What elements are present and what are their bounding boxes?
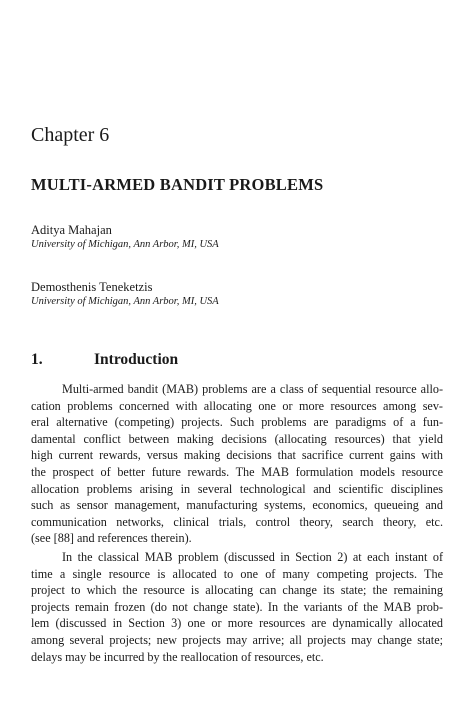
author-name: Demosthenis Teneketzis (31, 280, 153, 294)
body-paragraph (31, 381, 443, 547)
paragraph-line: lem (discussed in Section 3) one or more resources are dynamically allocated (31, 616, 443, 631)
paragraph-line: delays may be incurred by the reallocation of resources, etc. (31, 649, 324, 664)
paragraph-line: among several projects; new projects may arrive; all projects may change state; (31, 632, 443, 647)
paragraph-line: Multi-armed bandit (MAB) problems are a class of sequential resource allo- (62, 382, 443, 396)
paragraph-line: time a single resource is allocated to one of many competing projects. The (31, 566, 443, 581)
section-heading (31, 350, 178, 370)
section-title: Introduction (94, 351, 179, 368)
paragraph-line: high current rewards, versus making decisions that sacrifice current gains with (31, 448, 443, 463)
section-number: 1. (31, 351, 43, 368)
paragraph-line: eral alternative (competing) projects. Such problems are paradigms of a fun- (31, 415, 443, 430)
paragraph-line: projects remain frozen (do not change state). In the variants of the MAB prob- (31, 599, 443, 614)
body-paragraph (31, 549, 443, 665)
paragraph-line: communication networks, clinical trials, control theory, search theory, etc. (31, 514, 443, 529)
paragraph-line: damental conflict between making decisions (allocating resources) that yield (31, 431, 443, 446)
paragraph-line: such as sensor management, manufacturing systems, economics, queueing and (31, 498, 443, 513)
author-name: Aditya Mahajan (31, 223, 112, 237)
author-affiliation: University of Michigan, Ann Arbor, MI, USA (31, 239, 219, 250)
paragraph-line: cation problems concerned with allocating one or more resources among sev- (31, 398, 443, 413)
paragraph-line: allocation problems arising in several technological and scientific disciplines (31, 481, 443, 496)
paragraph-line: (see [88] and references therein). (31, 531, 192, 546)
paragraph-line: the prospect of better future rewards. The MAB formulation models resource (31, 464, 443, 479)
chapter-title: MULTI-ARMED BANDIT PROBLEMS (31, 175, 324, 194)
chapter-label: Chapter 6 (31, 124, 110, 146)
paragraph-line: project to which the resource is allocating can change its state; the remaining (31, 583, 443, 598)
author-affiliation: University of Michigan, Ann Arbor, MI, USA (31, 296, 219, 307)
paragraph-line: In the classical MAB problem (discussed in Section 2) at each instant of (62, 550, 443, 564)
